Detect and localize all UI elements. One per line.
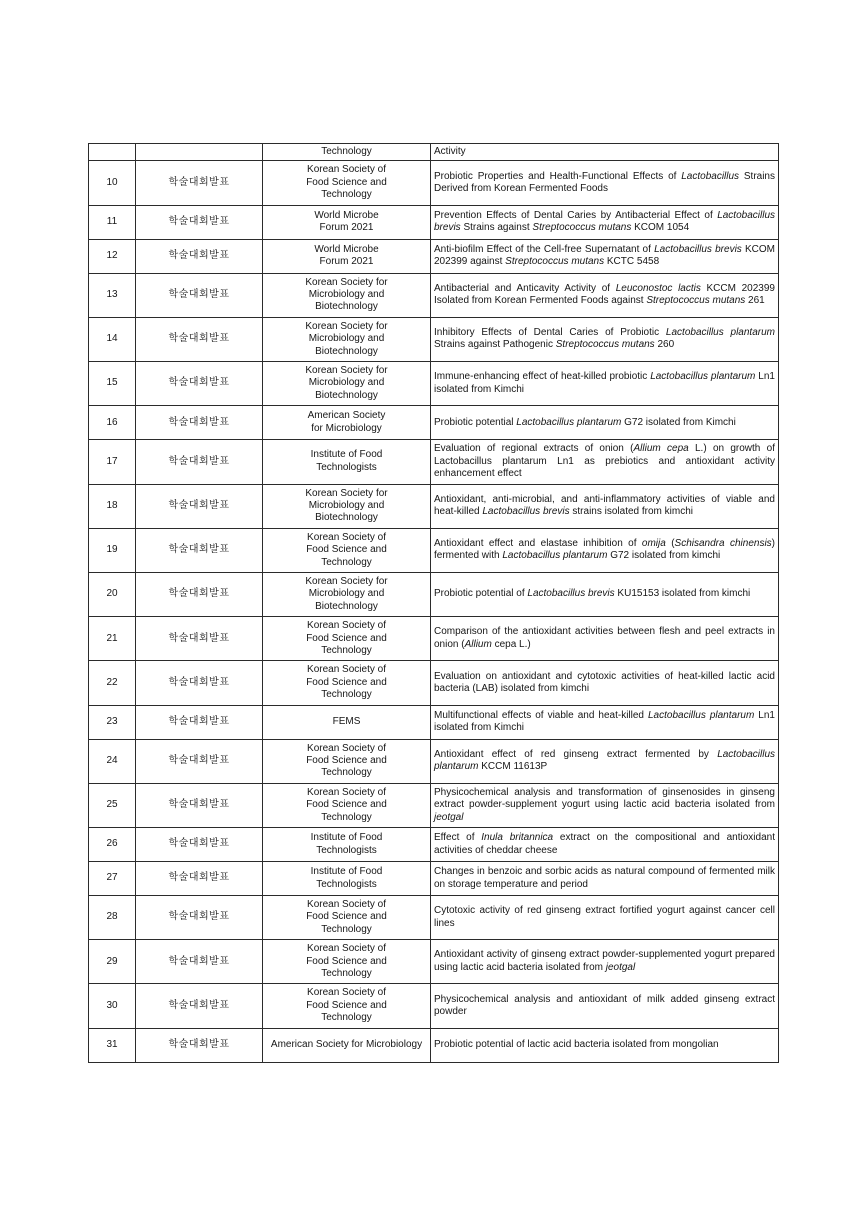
organization-cell: American Society for Microbiology [263,406,431,440]
row-number-cell: 21 [89,617,136,661]
row-number-cell: 31 [89,1028,136,1062]
activity-text: Ln1 isolated from Kimchi [434,371,775,395]
activity-text: Probiotic potential of [434,588,528,600]
species-name-italic: Lactobacillus brevis [527,588,615,600]
species-name-italic: omija [641,537,666,549]
publications-table-body [89,144,779,1063]
organization-cell: Korean Society for Microbiology and Biotechnology [263,317,431,361]
activity-cell [431,440,779,484]
activity-cell [431,940,779,984]
category-cell: 학술대회발표 [136,528,263,572]
activity-text: L.) on growth of Lactobacillus plantarum Ln1 as prebiotics and antioxidant activity enhancement effect [434,443,775,480]
activity-cell: Activity [431,144,779,161]
table-row [89,783,779,827]
category-cell: 학술대회발표 [136,484,263,528]
activity-cell [431,239,779,273]
activity-cell [431,362,779,406]
table-row [89,940,779,984]
species-name-italic: Lactobacillus plantarum [665,327,775,339]
activity-text: KCCM 202399 Isolated from Korean Fermented Foods against [434,282,775,307]
activity-text: KCCM 11613P [478,761,548,773]
row-number-cell: 19 [89,528,136,572]
species-name-italic: Lactobacillus plantarum [516,416,622,428]
organization-cell: Korean Society of Food Science and Technology [263,940,431,984]
activity-text: Antioxidant, anti-microbial, and anti-inflammatory activities of viable and heat-killed [434,493,775,518]
activity-text: Cytotoxic activity of red ginseng extract fortified yogurt against cancer cell lines [434,905,775,929]
species-name-italic: jeotgal [434,811,464,823]
species-name-italic: jeotgal [605,961,636,973]
category-cell: 학술대회발표 [136,617,263,661]
activity-cell [431,317,779,361]
species-name-italic: Inula britannica [481,832,554,844]
table-row [89,528,779,572]
table-row [89,1028,779,1062]
activity-text: strains isolated from kimchi [569,506,693,518]
activity-text: ( [665,537,675,549]
row-number-cell: 15 [89,362,136,406]
table-row [89,406,779,440]
category-cell: 학술대회발표 [136,940,263,984]
category-cell: 학술대회발표 [136,205,263,239]
activity-cell [431,739,779,783]
activity-text: KU15153 isolated from kimchi [614,588,751,600]
activity-text: Physicochemical analysis and transformation of ginsenosides in ginseng extract powder-supplement yogurt using lactic acid bacteria isolated from [434,786,775,811]
table-row [89,984,779,1028]
organization-cell: Institute of Food Technologists [263,862,431,896]
continuation-row [89,144,779,161]
organization-cell: Technology [263,144,431,161]
organization-cell: Korean Society of Food Science and Technology [263,528,431,572]
activity-cell [431,705,779,739]
organization-cell: Korean Society for Microbiology and Biotechnology [263,362,431,406]
category-cell [136,144,263,161]
row-number-cell: 16 [89,406,136,440]
species-name-italic: Lactobacillus [681,170,740,182]
activity-text: Antibacterial and Anticavity Activity of [434,282,616,294]
species-name-italic: Lactobacillus plantarum [502,550,608,562]
activity-text: Immune-enhancing effect of heat-killed probiotic [434,371,651,383]
category-cell: 학술대회발표 [136,273,263,317]
activity-cell [431,161,779,205]
category-cell: 학술대회발표 [136,239,263,273]
table-row [89,828,779,862]
species-name-italic: Streptococcus mutans [646,295,746,307]
row-number-cell: 28 [89,896,136,940]
table-row [89,362,779,406]
species-name-italic: Leuconostoc lactis [615,282,701,294]
table-row [89,862,779,896]
row-number-cell: 23 [89,705,136,739]
activity-text: Probiotic Properties and Health-Functional Effects of [434,170,682,182]
activity-cell [431,828,779,862]
species-name-italic: Streptococcus mutans [555,339,655,351]
category-cell: 학술대회발표 [136,572,263,616]
category-cell: 학술대회발표 [136,661,263,705]
category-cell: 학술대회발표 [136,705,263,739]
activity-text: G72 isolated from Kimchi [621,416,736,428]
category-cell: 학술대회발표 [136,362,263,406]
table-row [89,440,779,484]
activity-text: ) fermented with [434,537,776,562]
row-number-cell: 12 [89,239,136,273]
organization-cell: World Microbe Forum 2021 [263,239,431,273]
activity-text: Ln1 isolated from Kimchi [434,709,775,734]
activity-cell [431,572,779,616]
table-row [89,572,779,616]
activity-text: Probiotic potential [434,416,517,428]
activity-text: Multifunctional effects of viable and heat-killed [434,709,648,721]
species-name-italic: Schisandra chinensis [674,537,772,549]
row-number-cell: 11 [89,205,136,239]
species-name-italic: Lactobacillus plantarum [434,748,775,773]
row-number-cell: 25 [89,783,136,827]
activity-text: Antioxidant effect and elastase inhibition of [434,537,642,549]
table-row [89,739,779,783]
activity-text: Antioxidant activity of ginseng extract powder-supplemented yogurt prepared using lactic acid bacteria isolated from [434,949,775,973]
organization-cell: Korean Society of Food Science and Technology [263,896,431,940]
activity-cell [431,862,779,896]
organization-cell: Korean Society of Food Science and Technology [263,661,431,705]
table-row [89,317,779,361]
species-name-italic: Allium [464,638,492,650]
organization-cell: American Society for Microbiology [263,1028,431,1062]
activity-cell [431,617,779,661]
organization-cell: Korean Society of Food Science and Technology [263,617,431,661]
species-name-italic: Streptococcus mutans [505,256,605,268]
activity-text: Changes in benzoic and sorbic acids as natural compound of fermented milk on storage temperature and period [434,866,775,890]
species-name-italic: Lactobacillus plantarum [648,709,755,721]
activity-text: KCOM 1054 [631,222,690,234]
activity-text: extract on the compositional and antioxidant activities of cheddar cheese [434,832,775,856]
activity-cell [431,984,779,1028]
activity-text: Probiotic potential of lactic acid bacteria isolated from mongolian [434,1038,719,1050]
organization-cell: Korean Society of Food Science and Technology [263,783,431,827]
activity-text: Antioxidant effect of red ginseng extract fermented by [434,748,718,760]
activity-cell [431,1028,779,1062]
table-row [89,239,779,273]
activity-text: 261 [745,295,765,307]
table-row [89,484,779,528]
activity-text: Physicochemical analysis and antioxidant of milk added ginseng extract powder [434,993,775,1018]
category-cell: 학술대회발표 [136,783,263,827]
table-row [89,617,779,661]
category-cell: 학술대회발표 [136,406,263,440]
organization-cell: Korean Society of Food Science and Technology [263,739,431,783]
activity-cell [431,783,779,827]
organization-cell: FEMS [263,705,431,739]
activity-text: Inhibitory Effects of Dental Caries of Probiotic [434,327,666,339]
row-number-cell: 22 [89,661,136,705]
species-name-italic: Lactobacillus brevis [434,209,775,234]
row-number-cell: 14 [89,317,136,361]
organization-cell: Korean Society for Microbiology and Biotechnology [263,484,431,528]
activity-text: Strains against [460,222,533,234]
activity-cell [431,661,779,705]
category-cell: 학술대회발표 [136,317,263,361]
species-name-italic: Lactobacillus brevis [482,506,570,518]
organization-cell: Korean Society for Microbiology and Biotechnology [263,273,431,317]
category-cell: 학술대회발표 [136,440,263,484]
row-number-cell [89,144,136,161]
row-number-cell: 18 [89,484,136,528]
table-row [89,705,779,739]
activity-cell [431,896,779,940]
row-number-cell: 26 [89,828,136,862]
species-name-italic: Streptococcus mutans [532,222,632,234]
activity-text: KCOM 202399 against [434,243,775,268]
table-row [89,661,779,705]
activity-text: cepa L.) [491,638,531,650]
category-cell: 학술대회발표 [136,1028,263,1062]
activity-cell [431,528,779,572]
table-row [89,273,779,317]
activity-cell [431,406,779,440]
activity-cell [431,273,779,317]
organization-cell: World Microbe Forum 2021 [263,205,431,239]
table-row [89,205,779,239]
species-name-italic: Lactobacillus plantarum [650,371,756,383]
species-name-italic: Allium cepa [633,443,689,455]
activity-text: 260 [654,339,675,351]
table-row [89,161,779,205]
category-cell: 학술대회발표 [136,896,263,940]
row-number-cell: 30 [89,984,136,1028]
activity-text: Prevention Effects of Dental Caries by Antibacterial Effect of [434,209,718,221]
row-number-cell: 27 [89,862,136,896]
publications-table [88,143,779,1063]
activity-cell [431,205,779,239]
row-number-cell: 10 [89,161,136,205]
activity-text: Strains against Pathogenic [434,339,556,351]
activity-text: G72 isolated from kimchi [607,550,721,562]
organization-cell: Institute of Food Technologists [263,828,431,862]
category-cell: 학술대회발표 [136,161,263,205]
organization-cell: Institute of Food Technologists [263,440,431,484]
activity-text: KCTC 5458 [604,256,660,268]
category-cell: 학술대회발표 [136,984,263,1028]
activity-text: Evaluation on antioxidant and cytotoxic activities of heat-killed lactic acid bacteria (LAB) isolated from kimchi [434,670,775,694]
activity-text: Effect of [434,832,482,844]
row-number-cell: 29 [89,940,136,984]
species-name-italic: Lactobacillus brevis [654,243,742,255]
table-row [89,896,779,940]
row-number-cell: 20 [89,572,136,616]
category-cell: 학술대회발표 [136,739,263,783]
organization-cell: Korean Society of Food Science and Technology [263,984,431,1028]
organization-cell: Korean Society for Microbiology and Biotechnology [263,572,431,616]
activity-cell [431,484,779,528]
activity-text: Anti-biofilm Effect of the Cell-free Supernatant of [434,243,655,255]
category-cell: 학술대회발표 [136,828,263,862]
row-number-cell: 17 [89,440,136,484]
activity-text: Comparison of the antioxidant activities between flesh and peel extracts in onion ( [434,626,775,650]
organization-cell: Korean Society of Food Science and Technology [263,161,431,205]
category-cell: 학술대회발표 [136,862,263,896]
activity-text: Strains Derived from Korean Fermented Foods [434,170,775,195]
activity-text: Evaluation of regional extracts of onion ( [434,443,634,455]
row-number-cell: 13 [89,273,136,317]
row-number-cell: 24 [89,739,136,783]
